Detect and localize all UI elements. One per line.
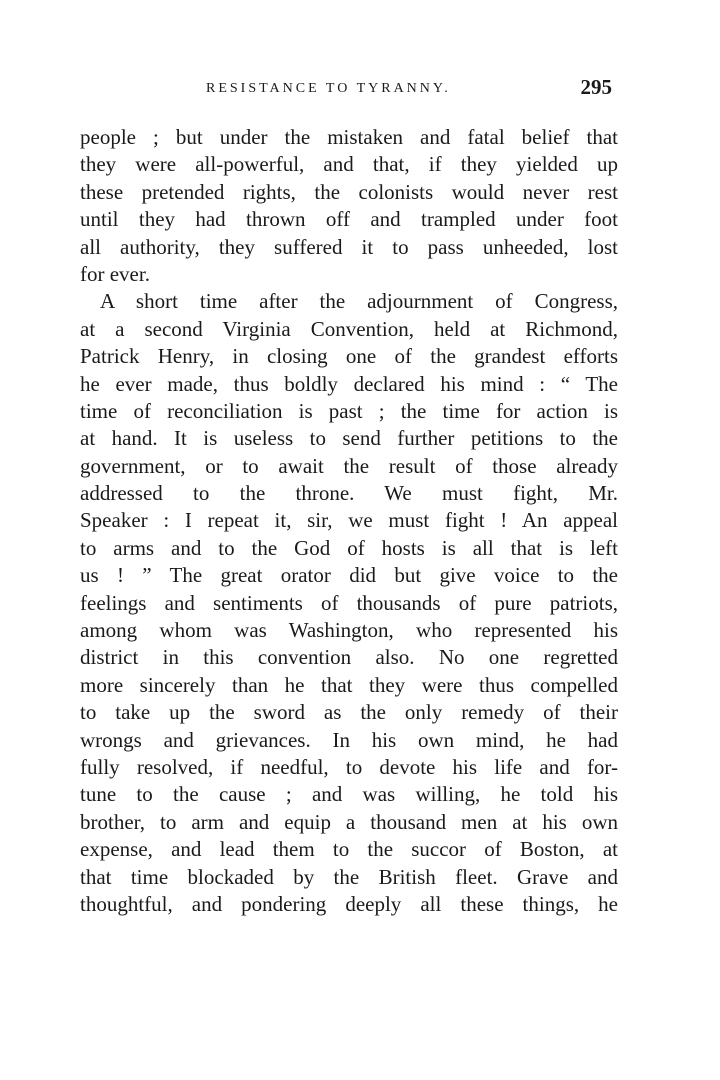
- text-line: to arms and to the God of hosts is all that is left: [80, 535, 618, 560]
- text-line: Speaker : I repeat it, sir, we must fight ! An appeal: [80, 508, 618, 533]
- text-line: they were all-powerful, and that, if they yielded up: [80, 152, 618, 177]
- text-line: feelings and sentiments of thousands of pure patriots,: [80, 590, 618, 615]
- text-line: government, or to await the result of those already: [80, 453, 618, 478]
- text-line: addressed to the throne. We must fight, Mr.: [80, 481, 618, 506]
- text-line: fully resolved, if needful, to devote his life and for-: [80, 754, 618, 779]
- text-line: these pretended rights, the colonists would never rest: [80, 179, 618, 204]
- text-line: thoughtful, and pondering deeply all these things, he: [80, 891, 618, 916]
- text-line: until they had thrown off and trampled under foot: [80, 207, 618, 232]
- text-line: he ever made, thus boldly declared his mind : “ The: [80, 371, 618, 396]
- text-line: among whom was Washington, who represented his: [80, 618, 618, 643]
- text-line: people ; but under the mistaken and fatal belief that: [80, 125, 618, 149]
- running-head: RESISTANCE TO TYRANNY.: [206, 81, 451, 96]
- text-line: us ! ” The great orator did but give voice to the: [80, 563, 618, 588]
- text-line: A short time after the adjournment of Congress,: [100, 289, 618, 314]
- text-line: that time blockaded by the British fleet. Grave and: [80, 864, 618, 889]
- text-line: tune to the cause ; and was willing, he told his: [80, 782, 618, 807]
- text-line: to take up the sword as the only remedy of their: [80, 700, 618, 725]
- text-line: for ever.: [80, 261, 150, 286]
- text-line: more sincerely than he that they were thus compelled: [80, 672, 618, 697]
- text-line: Patrick Henry, in closing one of the grandest efforts: [80, 344, 618, 369]
- text-line: at a second Virginia Convention, held at Richmond,: [80, 316, 618, 341]
- text-line: wrongs and grievances. In his own mind, he had: [80, 727, 618, 752]
- text-line: time of reconciliation is past ; the time for action is: [80, 398, 618, 423]
- text-line: at hand. It is useless to send further petitions to the: [80, 426, 618, 451]
- page-number: 295: [580, 75, 612, 99]
- body-text: [80, 124, 618, 918]
- text-line: brother, to arm and equip a thousand men at his own: [80, 809, 618, 834]
- text-line: expense, and lead them to the succor of Boston, at: [80, 837, 618, 862]
- text-line: all authority, they suffered it to pass unheeded, lost: [80, 234, 618, 259]
- text-line: district in this convention also. No one regretted: [80, 645, 618, 670]
- page-header: [80, 75, 618, 101]
